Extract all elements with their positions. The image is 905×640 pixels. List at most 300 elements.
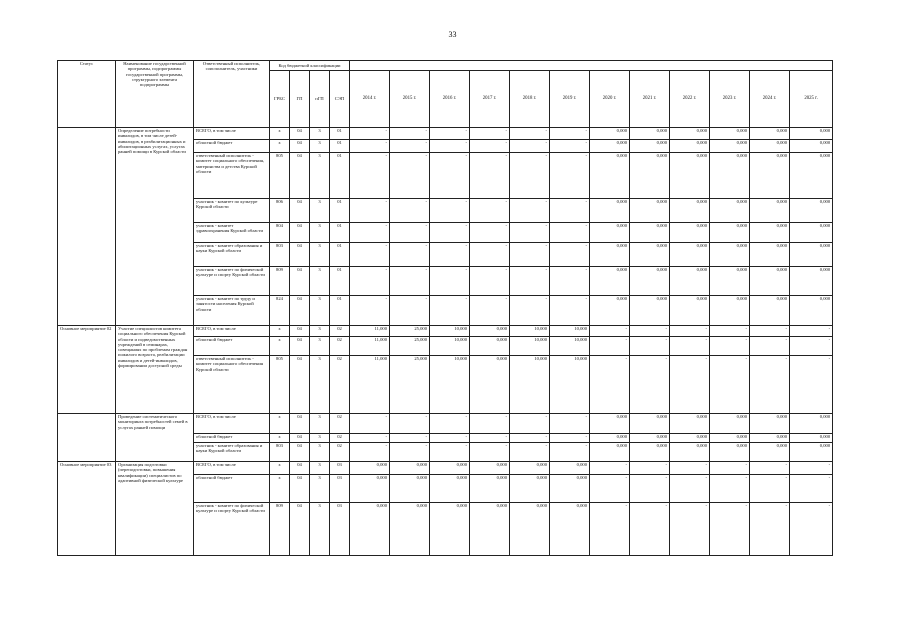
amount-cell: - [590,503,630,556]
amount-cell: - [430,199,470,223]
budget-code-cell: 3 [310,326,330,337]
amount-cell: 0,000 [590,223,630,243]
amount-cell: 0,000 [710,434,750,443]
year-header: 2019 г. [550,71,590,128]
budget-code-cell: 3 [310,140,330,153]
amount-cell: - [630,503,670,556]
amount-cell: 0,000 [670,140,710,153]
budget-code-cell: 01 [330,128,350,140]
amount-cell: - [470,296,510,326]
amount-cell: 0,000 [790,128,833,140]
amount-cell: 0,000 [590,153,630,199]
amount-cell: 25,000 [390,337,430,356]
executor-cell: участник - комитет по физической культуре и спорту Курской области [194,503,270,556]
year-header: 2016 г. [430,71,470,128]
amount-cell: - [430,443,470,462]
budget-code-cell: 04 [290,462,310,475]
budget-code-cell: 02 [330,434,350,443]
amount-cell: - [470,140,510,153]
amount-cell: - [510,414,550,434]
amount-cell: - [710,475,750,503]
budget-code-cell: 04 [290,153,310,199]
amount-cell: - [430,153,470,199]
executor-cell: участник - комитет образования и науки Курской области [194,243,270,267]
amount-cell: 0,000 [590,243,630,267]
amount-cell: - [510,199,550,223]
budget-code-cell: 03 [330,503,350,556]
amount-cell: 0,000 [670,243,710,267]
status-cell [58,128,116,326]
budget-code-cell: х [270,462,290,475]
amount-cell: - [510,443,550,462]
amount-cell: 0,000 [470,503,510,556]
amount-cell: - [630,462,670,475]
amount-cell: 0,000 [670,296,710,326]
amount-cell: - [350,140,390,153]
amount-cell: - [350,223,390,243]
header-row-top [58,61,833,71]
budget-code-cell: 803 [270,443,290,462]
amount-cell: - [590,356,630,414]
amount-cell: 25,000 [390,326,430,337]
amount-cell: 0,000 [790,434,833,443]
amount-cell: - [510,223,550,243]
amount-cell: - [430,140,470,153]
budget-code-cell: 02 [330,443,350,462]
amount-cell: - [550,243,590,267]
executor-cell: областной бюджет [194,337,270,356]
amount-cell: - [430,223,470,243]
measure-name-cell: Организация подготовки (переподготовки, повышения квалификации) специалистов по адаптивной физической культуре [116,462,194,556]
budget-code-cell: 04 [290,140,310,153]
amount-cell: - [750,337,790,356]
status-cell: Основное мероприятие 03 [58,462,116,556]
amount-cell: - [350,153,390,199]
amount-cell: 10,000 [510,326,550,337]
budget-code-cell: 3 [310,337,330,356]
amount-cell: - [590,462,630,475]
amount-cell: 0,000 [790,140,833,153]
amount-cell: - [350,414,390,434]
table-row [58,462,833,475]
budget-code-cell: 03 [330,475,350,503]
budget-code-cell: 3 [310,243,330,267]
amount-cell: 0,000 [550,503,590,556]
amount-cell: 0,000 [750,443,790,462]
budget-code-cell: 04 [290,356,310,414]
amount-cell: 0,000 [590,140,630,153]
amount-cell: 0,000 [590,296,630,326]
amount-cell: 0,000 [670,414,710,434]
amount-cell: 0,000 [790,243,833,267]
budget-code-cell: 04 [290,296,310,326]
amount-cell: 0,000 [350,475,390,503]
budget-code-cell: 01 [330,296,350,326]
budget-code-cell: 04 [290,337,310,356]
amount-cell: 25,000 [390,356,430,414]
amount-cell: 0,000 [670,267,710,296]
budget-code-cell: 809 [270,503,290,556]
amount-cell: 0,000 [710,140,750,153]
amount-cell: - [390,128,430,140]
budget-code-cell: 3 [310,414,330,434]
amount-cell: 0,000 [750,223,790,243]
amount-cell: 0,000 [750,153,790,199]
amount-cell: - [470,414,510,434]
amount-cell: - [390,443,430,462]
amount-cell: 11,000 [350,326,390,337]
amount-cell: 0,000 [590,199,630,223]
amount-cell: - [430,414,470,434]
amount-cell: - [350,128,390,140]
measure-name-cell: Определение потребности инвалидов, в том числе детей-инвалидов, в реабилитационных и абилитационных услугах, услугах ранней помощи в Курской области [116,128,194,326]
amount-cell: - [710,326,750,337]
budget-code-cell: 3 [310,153,330,199]
budget-code-header: ГРБС [270,71,290,128]
year-header: 2020 г. [590,71,630,128]
budget-code-cell: 806 [270,199,290,223]
amount-cell: 0,000 [710,199,750,223]
budget-code-cell: х [270,434,290,443]
amount-cell: 0,000 [790,153,833,199]
amount-cell: - [510,140,550,153]
amount-cell: - [670,475,710,503]
amount-cell: 0,000 [670,153,710,199]
amount-cell: 0,000 [350,503,390,556]
amount-cell: 0,000 [710,243,750,267]
amount-cell: - [790,462,833,475]
amount-cell: 0,000 [750,128,790,140]
amount-cell: 0,000 [590,414,630,434]
amount-cell: 10,000 [550,356,590,414]
amount-cell: - [550,434,590,443]
budget-code-cell: 3 [310,462,330,475]
amount-cell: - [430,243,470,267]
amount-cell: 0,000 [790,223,833,243]
amount-cell: - [470,434,510,443]
amount-cell: 0,000 [510,503,550,556]
amount-cell: 0,000 [710,267,750,296]
amount-cell: - [390,243,430,267]
amount-cell: 0,000 [790,267,833,296]
amount-cell: - [670,356,710,414]
amount-cell: - [790,326,833,337]
amount-cell: - [430,434,470,443]
year-header: 2015 г. [390,71,430,128]
amount-cell: - [590,326,630,337]
budget-code-cell: 3 [310,296,330,326]
amount-cell: 0,000 [750,296,790,326]
years-group-header [350,61,833,71]
executor-cell: ответственный исполнитель - комитет социального обеспечения Курской области [194,356,270,414]
amount-cell: - [630,475,670,503]
amount-cell: - [510,267,550,296]
amount-cell: 0,000 [710,443,750,462]
amount-cell: - [350,434,390,443]
year-header: 2022 г. [670,71,710,128]
amount-cell: - [550,223,590,243]
amount-cell: 0,000 [670,199,710,223]
amount-cell: - [550,296,590,326]
amount-cell: 0,000 [470,475,510,503]
budget-code-cell: 04 [290,475,310,503]
amount-cell: - [750,475,790,503]
amount-cell: 0,000 [350,462,390,475]
amount-cell: - [710,337,750,356]
amount-cell: - [750,326,790,337]
status-header: Статус [58,61,116,128]
budget-code-cell: 01 [330,223,350,243]
budget-code-cell: 01 [330,199,350,223]
table-row [58,128,833,140]
executor-cell: областной бюджет [194,434,270,443]
amount-cell: - [390,199,430,223]
year-header: 2021 г. [630,71,670,128]
budget-code-cell: 01 [330,267,350,296]
executor-cell: участник - комитет образования и науки Курской области [194,443,270,462]
year-header: 2023 г. [710,71,750,128]
amount-cell: - [350,243,390,267]
year-header: 2025 г. [790,71,833,128]
budget-code-cell: 804 [270,223,290,243]
budget-code-cell: 3 [310,475,330,503]
amount-cell: - [670,503,710,556]
name-header: Наименование государственной программы, подпрограммы государственной программы, структурного элемента подпрограммы [116,61,194,128]
amount-cell: - [710,503,750,556]
amount-cell: 11,000 [350,356,390,414]
budget-code-cell: 01 [330,140,350,153]
executor-header: Ответственный исполнитель, соисполнитель, участники [194,61,270,128]
amount-cell: 0,000 [710,296,750,326]
amount-cell: - [470,243,510,267]
amount-cell: 0,000 [670,443,710,462]
amount-cell: - [430,296,470,326]
amount-cell: - [670,326,710,337]
budget-code-cell: 04 [290,267,310,296]
amount-cell: 0,000 [630,267,670,296]
amount-cell: - [470,443,510,462]
budget-code-cell: 3 [310,223,330,243]
year-header: 2024 г. [750,71,790,128]
budget-code-cell: 04 [290,443,310,462]
amount-cell: - [750,462,790,475]
amount-cell: 0,000 [510,462,550,475]
executor-cell: участник - комитет по культуре Курской области [194,199,270,223]
amount-cell: - [550,414,590,434]
executor-cell: ответственный исполнитель - комитет социального обеспечения, материнства и детства Курской области [194,153,270,199]
amount-cell: 10,000 [430,356,470,414]
amount-cell: 0,000 [750,140,790,153]
amount-cell: - [630,337,670,356]
amount-cell: 0,000 [750,267,790,296]
budget-code-cell: 805 [270,356,290,414]
amount-cell: 0,000 [390,503,430,556]
amount-cell: 0,000 [590,443,630,462]
amount-cell: - [510,434,550,443]
amount-cell: - [510,153,550,199]
amount-cell: 0,000 [750,243,790,267]
amount-cell: - [510,243,550,267]
amount-cell: 0,000 [470,326,510,337]
status-cell: Основное мероприятие 02 [58,326,116,414]
amount-cell: 0,000 [670,434,710,443]
status-cell [58,414,116,462]
amount-cell: - [350,296,390,326]
amount-cell: 0,000 [630,223,670,243]
amount-cell: 0,000 [550,475,590,503]
amount-cell: 0,000 [630,199,670,223]
amount-cell: - [390,267,430,296]
amount-cell: 0,000 [590,267,630,296]
budget-code-cell: 04 [290,223,310,243]
amount-cell: 10,000 [550,337,590,356]
amount-cell: 0,000 [630,443,670,462]
amount-cell: 0,000 [630,243,670,267]
budget-code-cell: 3 [310,199,330,223]
amount-cell: 10,000 [510,356,550,414]
page-number: 33 [448,30,457,39]
table-row [58,414,833,434]
amount-cell: 0,000 [550,462,590,475]
amount-cell: 0,000 [390,475,430,503]
amount-cell: 0,000 [750,199,790,223]
budget-code-cell: 3 [310,443,330,462]
amount-cell: - [590,475,630,503]
amount-cell: 0,000 [710,153,750,199]
amount-cell: 10,000 [430,337,470,356]
budget-code-cell: 02 [330,337,350,356]
amount-cell: 0,000 [630,414,670,434]
budget-code-cell: 3 [310,267,330,296]
amount-cell: 0,000 [790,296,833,326]
budget-code-cell: х [270,414,290,434]
amount-cell: 0,000 [670,128,710,140]
amount-cell: 0,000 [630,153,670,199]
budget-code-cell: 01 [330,243,350,267]
amount-cell: - [670,462,710,475]
amount-cell: - [390,414,430,434]
budget-code-cell: х [270,140,290,153]
amount-cell: 0,000 [590,434,630,443]
amount-cell: - [350,199,390,223]
budget-code-cell: 03 [330,462,350,475]
budget-code-cell: 02 [330,414,350,434]
budget-code-cell: 02 [330,326,350,337]
budget-code-cell: 803 [270,243,290,267]
year-header: 2014 г. [350,71,390,128]
amount-cell: 0,000 [710,223,750,243]
executor-cell: ВСЕГО, в том числе [194,326,270,337]
budget-code-header: пГП [310,71,330,128]
amount-cell: 0,000 [630,296,670,326]
amount-cell: 0,000 [430,503,470,556]
amount-cell: 0,000 [430,462,470,475]
amount-cell: - [390,153,430,199]
amount-cell: - [550,443,590,462]
amount-cell: 0,000 [590,128,630,140]
measure-name-cell: Проведение систематического мониторинга потребностей семей в услугах ранней помощи [116,414,194,462]
amount-cell: - [550,199,590,223]
amount-cell: 0,000 [710,414,750,434]
budget-table-sheet [57,60,833,632]
budget-code-cell: х [270,475,290,503]
budget-code-cell: х [270,326,290,337]
budget-code-cell: 3 [310,128,330,140]
year-header: 2017 г. [470,71,510,128]
measure-name-cell: Участие специалистов комитета социального обеспечения Курской области и подведомственных учреждений в семинарах, совещаниях по проблемам граждан пожилого возраста, реабилитации инвалидов и детей-инвалидов, формировании доступной среды [116,326,194,414]
amount-cell: 0,000 [510,475,550,503]
amount-cell: 0,000 [630,140,670,153]
executor-cell: областной бюджет [194,140,270,153]
budget-code-cell: 3 [310,356,330,414]
amount-cell: 0,000 [390,462,430,475]
amount-cell: - [550,153,590,199]
amount-cell: - [510,128,550,140]
budget-code-cell: 3 [310,503,330,556]
amount-cell: 0,000 [790,199,833,223]
amount-cell: 11,000 [350,337,390,356]
amount-cell: 10,000 [430,326,470,337]
amount-cell: 0,000 [790,443,833,462]
amount-cell: - [590,337,630,356]
amount-cell: - [470,153,510,199]
budget-code-header: ГП [290,71,310,128]
budget-code-cell: 01 [330,153,350,199]
executor-cell: ВСЕГО, в том числе [194,128,270,140]
budget-code-group-header: Код бюджетной классификации [270,61,350,71]
amount-cell: 0,000 [630,434,670,443]
amount-cell: - [710,356,750,414]
amount-cell: - [510,296,550,326]
amount-cell: 0,000 [670,223,710,243]
amount-cell: - [430,267,470,296]
amount-cell: 0,000 [710,128,750,140]
budget-code-cell: 04 [290,326,310,337]
executor-cell: ВСЕГО, в том числе [194,462,270,475]
amount-cell: - [390,296,430,326]
amount-cell: - [390,140,430,153]
amount-cell: - [550,267,590,296]
amount-cell: - [350,267,390,296]
amount-cell: - [790,503,833,556]
amount-cell: 0,000 [470,337,510,356]
executor-cell: участник - комитет по труду и занятости населения Курской области [194,296,270,326]
budget-code-cell: 824 [270,296,290,326]
budget-table [57,60,833,556]
amount-cell: - [390,434,430,443]
executor-cell: ВСЕГО, в том числе [194,414,270,434]
budget-code-cell: 04 [290,414,310,434]
amount-cell: 0,000 [430,475,470,503]
amount-cell: - [430,128,470,140]
budget-code-cell: 809 [270,267,290,296]
amount-cell: 10,000 [510,337,550,356]
executor-cell: областной бюджет [194,475,270,503]
executor-cell: участник - комитет здравоохранения Курской области [194,223,270,243]
executor-cell: участник - комитет по физической культуре и спорту Курской области [194,267,270,296]
amount-cell: - [630,356,670,414]
amount-cell: 0,000 [470,356,510,414]
budget-code-cell: 04 [290,199,310,223]
budget-code-cell: х [270,128,290,140]
amount-cell: - [550,128,590,140]
amount-cell: - [790,337,833,356]
amount-cell: - [630,326,670,337]
amount-cell: 0,000 [630,128,670,140]
budget-code-cell: 3 [310,434,330,443]
budget-code-cell: 04 [290,128,310,140]
budget-code-cell: 04 [290,503,310,556]
